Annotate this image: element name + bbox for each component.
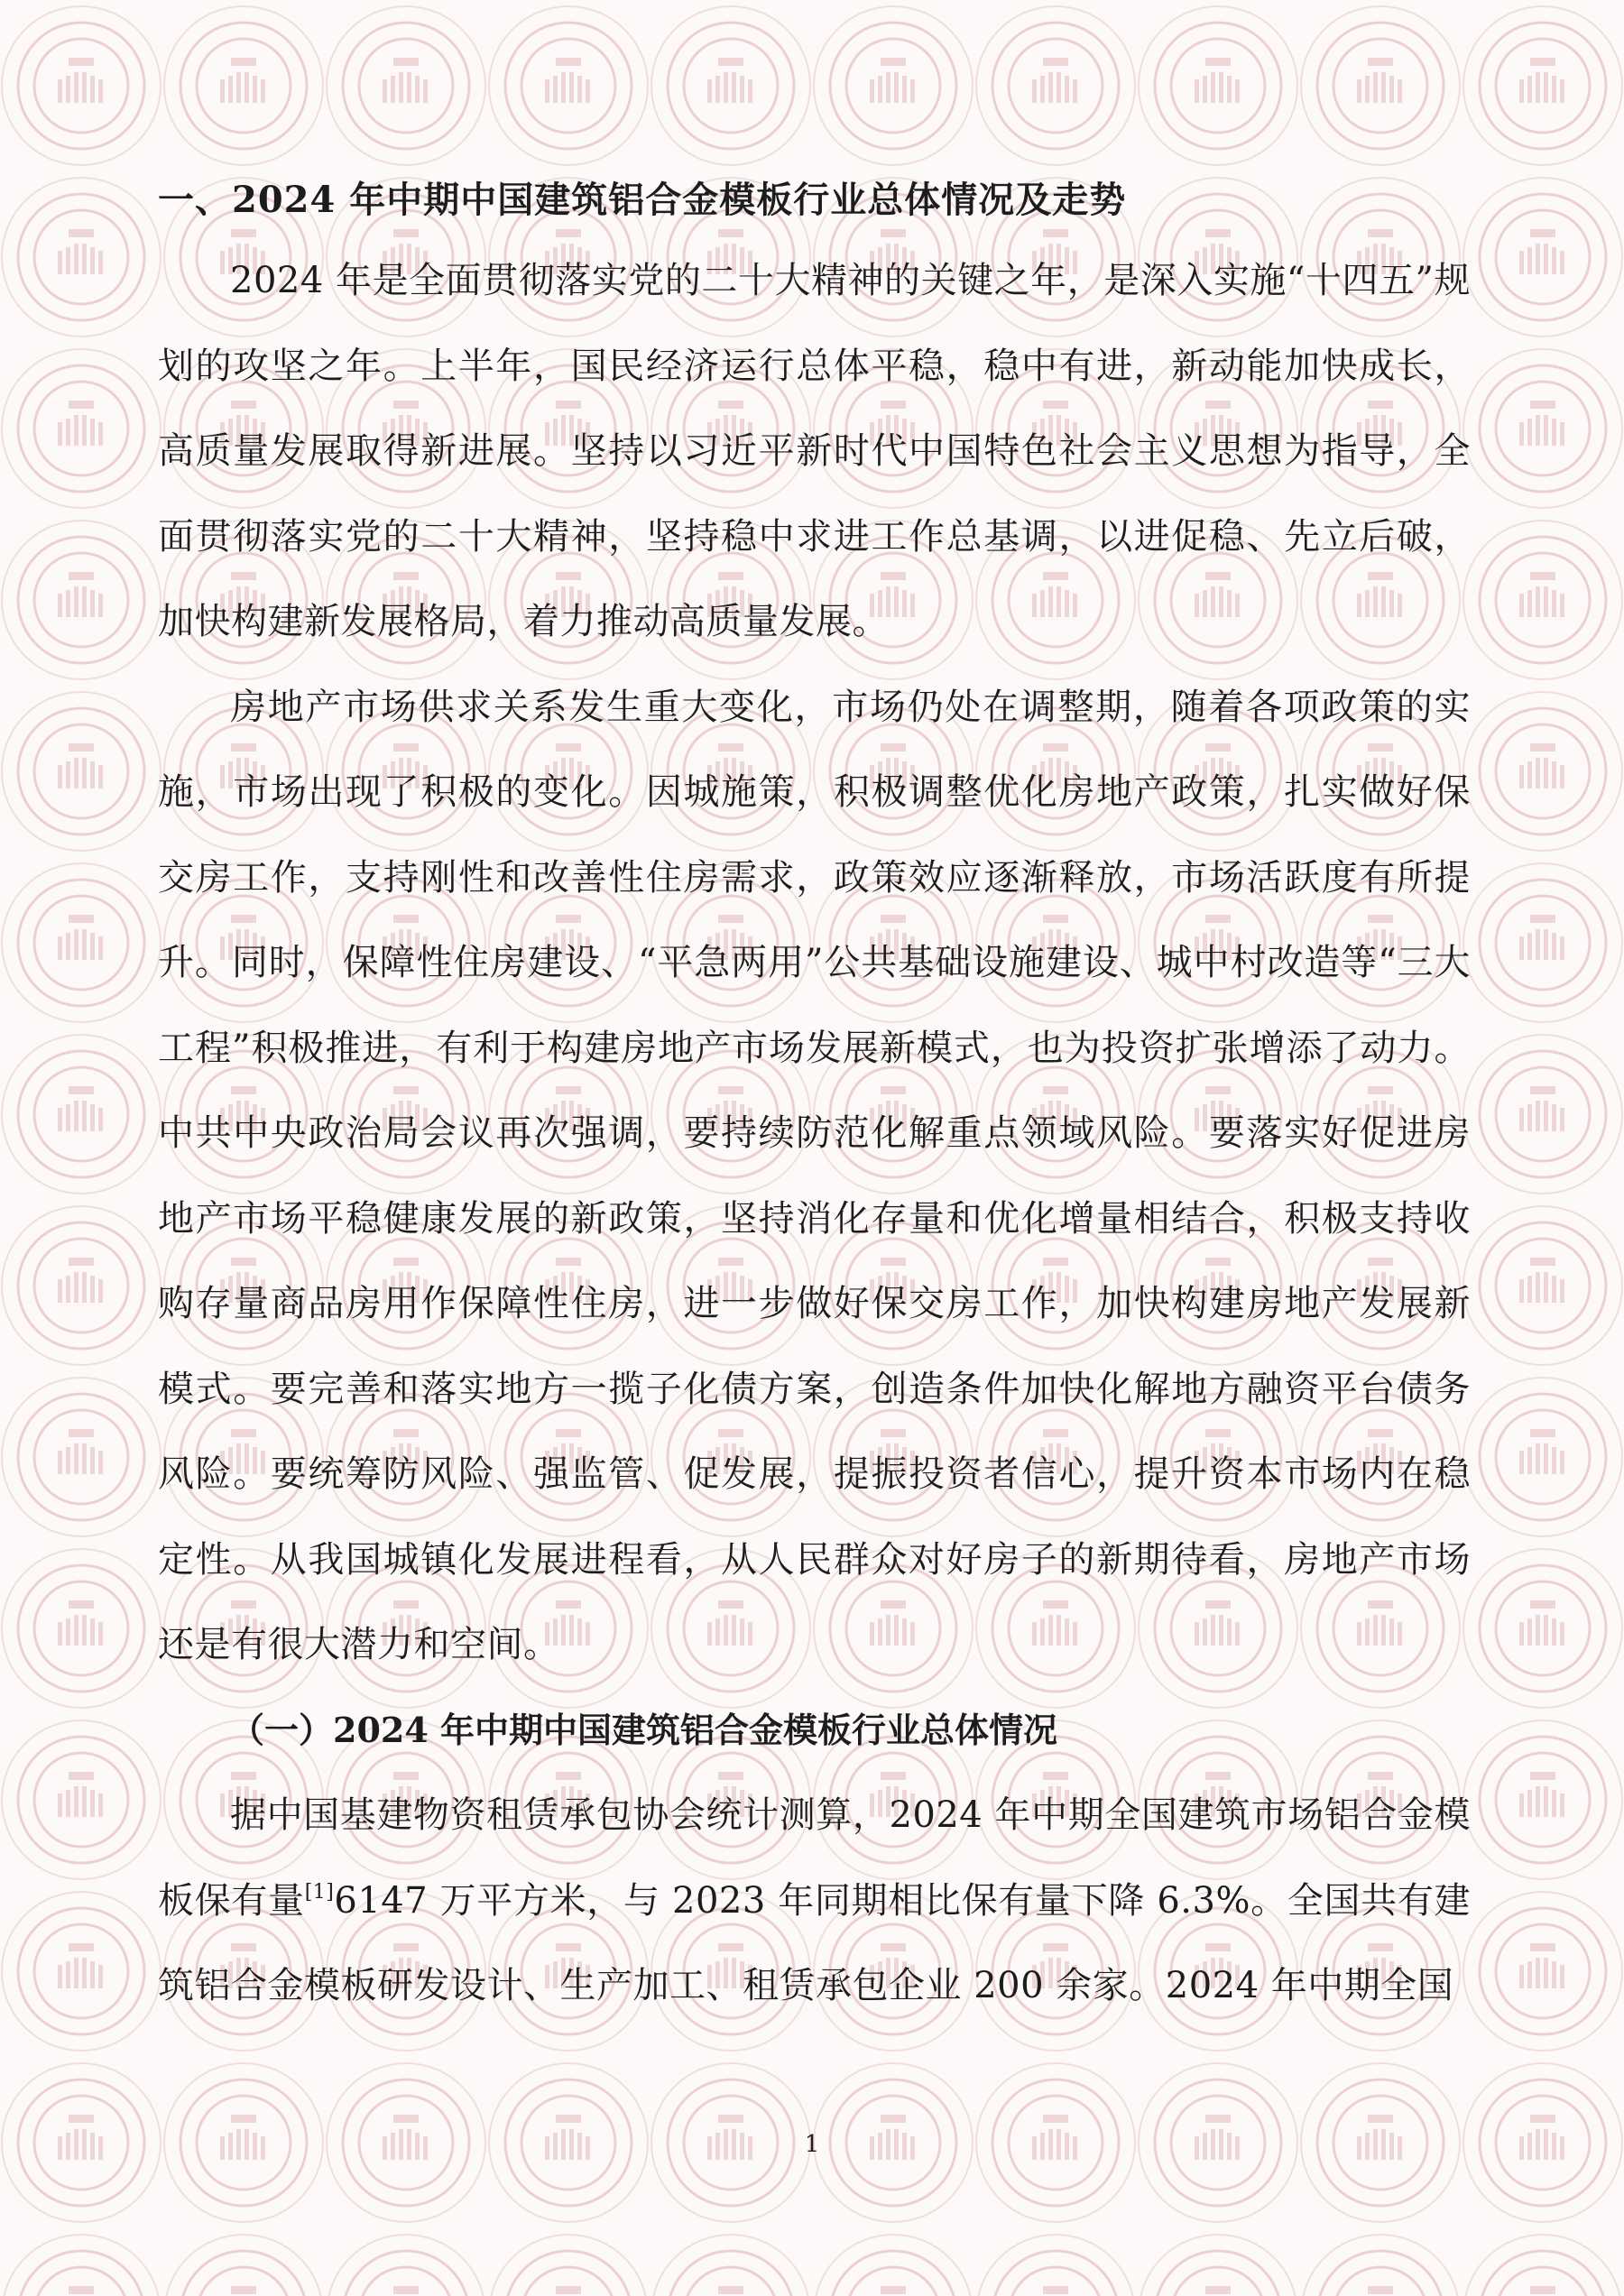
paragraph-1: 2024 年是全面贯彻落实党的二十大精神的关键之年，是深入实施“十四五”规划的攻坚之年。上半年，国民经济运行总体平稳，稳中有进，新动能加快成长，高质量发展取得新进展。坚持以习近平新时代中国特色社会主义思想为指导，全面贯彻落实党的二十大精神，坚持稳中求进工作总基调，以进促稳、先立后破，加快构建新发展格局，着力推动高质量发展。 <box>158 260 1471 642</box>
paragraph-3-after-footnote: 6147 万平方米，与 2023 年同期相比保有量下降 6.3%。全国共有建筑铝合金模板研发设计、生产加工、租赁承包企业 200 余家。2024 年中期全国 <box>158 1879 1471 2006</box>
document-page <box>158 179 1471 2029</box>
footnote-marker[interactable]: [1] <box>304 1880 335 1904</box>
section-heading: 一、2024 年中期中国建筑铝合金模板行业总体情况及走势 <box>158 179 1127 221</box>
page-number: 1 <box>804 2131 820 2158</box>
paragraph-3 <box>158 1773 1471 2029</box>
paragraph-3-before-footnote: 据中国基建物资租赁承包协会统计测算，2024 年中期全国建筑市场铝合金模板保有量 <box>158 1794 1471 1922</box>
subsection-heading: （一）2024 年中期中国建筑铝合金模板行业总体情况 <box>230 1709 1057 1750</box>
paragraph-2: 房地产市场供求关系发生重大变化，市场仍处在调整期，随着各项政策的实施，市场出现了积极的变化。因城施策，积极调整优化房地产政策，扎实做好保交房工作，支持刚性和改善性住房需求，政策效应逐渐释放，市场活跃度有所提升。同时，保障性住房建设、“平急两用”公共基础设施建设、城中村改造等“三大工程”积极推进，有利于构建房地产市场发展新模式，也为投资扩张增添了动力。中共中央政治局会议再次强调，要持续防范化解重点领域风险。要落实好促进房地产市场平稳健康发展的新政策，坚持消化存量和优化增量相结合，积极支持收购存量商品房用作保障性住房，进一步做好保交房工作，加快构建房地产发展新模式。要完善和落实地方一揽子化债方案，创造条件加快化解地方融资平台债务风险。要统筹防风险、强监管、促发展，提振投资者信心，提升资本市场内在稳定性。从我国城镇化发展进程看，从人民群众对好房子的新期待看，房地产市场还是有很大潜力和空间。 <box>158 686 1471 1665</box>
